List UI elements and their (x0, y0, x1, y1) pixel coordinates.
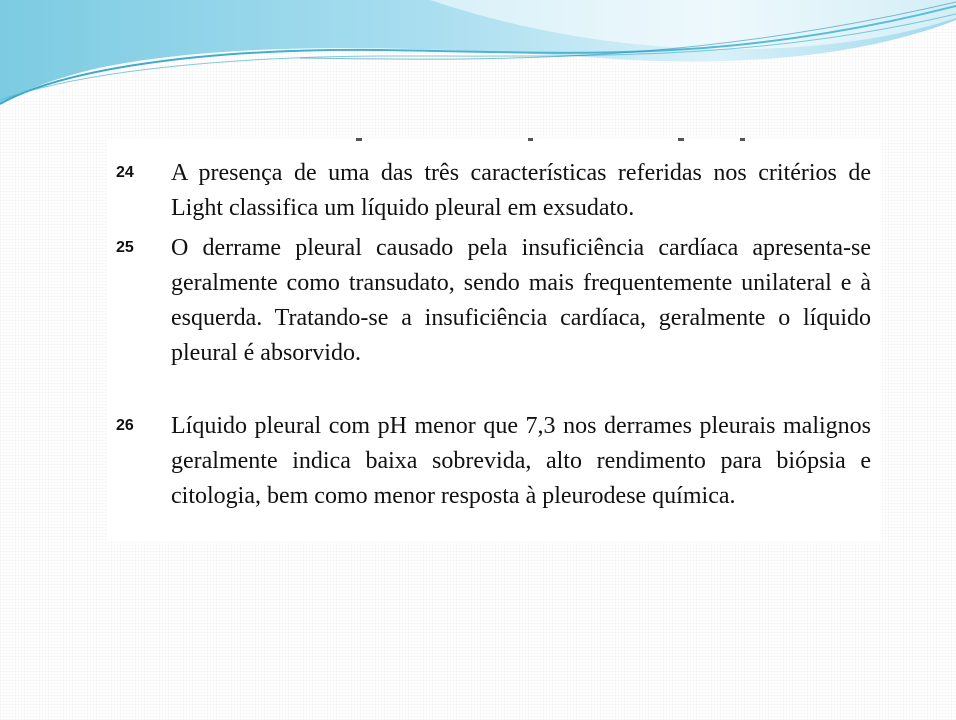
question-number: 26 (116, 417, 134, 434)
question-statement: Líquido pleural com pH menor que 7,3 nos derrames pleurais malignos geralmente indica baixa sobrevida, alto rendimento para biópsia e citologia, bem como menor resposta à pleurodese química. (171, 413, 871, 509)
question-number: 25 (116, 239, 134, 256)
header-wave-decoration (0, 0, 956, 120)
question-statement: A presença de uma das três características referidas nos critérios de Light classifica um líquido pleural em exsudato. (171, 160, 871, 221)
question-statement: O derrame pleural causado pela insuficiência cardíaca apresenta-se geralmente como transudato, sendo mais frequentemente unilateral e à esquerda. Tratando-se a insuficiência cardíaca, geralmente o líquido pleural é absorvido. (171, 235, 871, 366)
question-excerpt-image (108, 138, 882, 542)
cropped-text-fragments (108, 138, 882, 144)
question-number: 24 (116, 164, 134, 181)
